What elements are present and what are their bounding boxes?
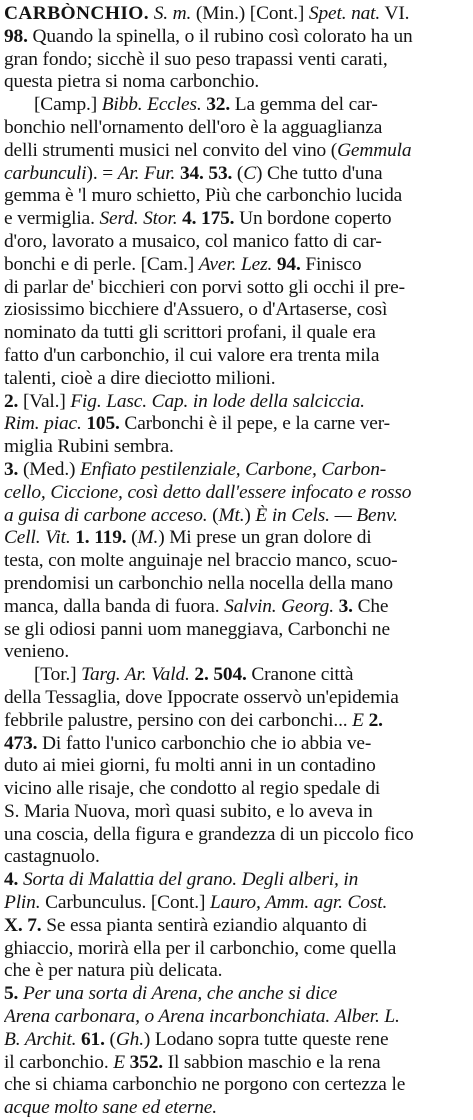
italic-citation: Spet. nat.: [308, 3, 381, 24]
text-line: [4, 140, 467, 163]
dictionary-entry-carbonchio: [4, 3, 467, 1120]
text-run: ) Che tutto d'una: [256, 162, 383, 184]
bold-reference: 1. 119.: [75, 527, 127, 549]
text-line: [4, 778, 467, 801]
italic-citation: C: [243, 162, 257, 184]
text-run: manca, dalla banda di fuora.: [4, 595, 225, 617]
text-line: [4, 915, 467, 938]
text-run: fatto d'un carbonchio, il cui valore era trenta mila: [4, 344, 380, 366]
text-run: castagnuolo.: [4, 846, 100, 868]
text-line: [4, 892, 467, 915]
text-line: [4, 26, 467, 49]
text-run: (: [232, 162, 244, 184]
text-run: delli strumenti musici nel convito del vino (: [4, 139, 338, 161]
italic-citation: B. Archit.: [4, 1028, 77, 1050]
text-line: [4, 231, 467, 254]
text-run: Se essa pianta sentirà eziandio alquanto di: [41, 914, 368, 936]
text-run: ziosissimo bicchiere d'Assuero, o d'Artaserse, così: [4, 299, 388, 321]
text-run: d'oro, lavorato a musaico, col manico fatto di car-: [4, 230, 382, 252]
text-line: [4, 755, 467, 778]
bold-reference: 2.: [368, 709, 383, 731]
text-run: VI.: [380, 3, 410, 24]
text-run: vicino alle risaje, che condotto al regio spedale di: [4, 778, 381, 800]
text-line: [4, 436, 467, 459]
text-run: Quando la spinella, o il rubino così colorato ha un: [27, 25, 413, 47]
text-line: [4, 983, 467, 1006]
text-run: bonchi e di perle. [Cam.]: [4, 253, 199, 275]
italic-citation: che anche si dice: [206, 983, 338, 1005]
text-run: ghiaccio, morirà ella per il carbonchio, come quella: [4, 937, 397, 959]
text-run: ) Lodano sopra tutte queste rene: [143, 1028, 389, 1050]
text-run: nominato da tutti gli scrittori profani, il quale era: [4, 322, 376, 344]
italic-citation: Arena carbonara, o Arena incarbonchiata.: [4, 1006, 331, 1028]
text-line: [4, 824, 467, 847]
italic-citation: Rim. piac.: [4, 413, 82, 435]
italic-citation: Targ. Ar. Vald.: [81, 664, 190, 686]
text-line: [4, 550, 467, 573]
italic-citation: M.: [137, 527, 159, 549]
text-line: [4, 1074, 467, 1097]
text-run: [Val.]: [18, 390, 71, 412]
text-line: [4, 163, 467, 186]
bold-reference: 34. 53.: [179, 162, 233, 184]
text-run: (Min.) [Cont.]: [191, 3, 309, 24]
text-line: [4, 322, 467, 345]
bold-reference: 4.: [4, 869, 19, 891]
text-run: ). =: [86, 162, 118, 184]
text-line: [4, 208, 467, 231]
text-line: [4, 1097, 467, 1120]
text-run: febbrile palustre, persino con dei carbonchi...: [4, 709, 353, 731]
text-run: della Tessaglia, dove Ippocrate osservò un'epidemia: [4, 686, 399, 708]
text-line: [4, 619, 467, 642]
text-run: gran fondo; sicchè il suo peso trapassi venti carati,: [4, 48, 388, 70]
text-run: Finisco: [300, 253, 362, 275]
italic-citation: Mt.: [218, 504, 245, 526]
text-line: [4, 482, 467, 505]
italic-citation: Per una sorta di Arena,: [22, 983, 203, 1005]
italic-citation: E: [113, 1051, 125, 1073]
text-run: che è per natura più delicata.: [4, 960, 223, 982]
bold-reference: 2.: [4, 390, 19, 412]
italic-citation: Serd. Stor.: [99, 208, 178, 230]
italic-citation: Gemmula: [337, 139, 412, 161]
text-run: S. Maria Nuova, morì quasi subito, e lo aveva in: [4, 800, 373, 822]
italic-citation: cello, Ciccione, così detto dall'essere infocato e rosso: [4, 481, 412, 503]
text-run: (: [126, 527, 138, 549]
text-line: [4, 459, 467, 482]
text-line: [4, 527, 467, 550]
text-line: [4, 596, 467, 619]
text-line: [4, 391, 467, 414]
text-run: venieno.: [4, 641, 70, 663]
text-line: [4, 345, 467, 368]
text-line: [4, 277, 467, 300]
italic-citation: S. m.: [153, 3, 192, 24]
text-run: questa pietra si noma carbonchio.: [4, 71, 260, 93]
text-line: [4, 641, 467, 664]
text-run: Il sabbion maschio e la rena: [162, 1051, 381, 1073]
bold-reference: 94.: [276, 253, 301, 275]
bold-reference: 105.: [86, 413, 120, 435]
italic-citation: Bibb. Eccles.: [101, 94, 202, 116]
text-line: [4, 185, 467, 208]
text-run: Carbonchi è il pepe, e la carne ver-: [119, 413, 390, 435]
bold-reference: 32.: [206, 94, 231, 116]
text-line: [4, 960, 467, 983]
bold-reference: 3.: [338, 595, 353, 617]
bold-reference: 2. 504.: [194, 664, 247, 686]
bold-reference: 352.: [129, 1051, 163, 1073]
text-run: (Med.): [18, 458, 81, 480]
bold-reference: 5.: [4, 983, 19, 1005]
text-run: bonchio nell'ornamento dell'oro è la agguaglianza: [4, 116, 383, 138]
italic-citation: carbunculi: [4, 162, 87, 184]
text-line: [4, 3, 467, 26]
text-run: La gemma del car-: [230, 94, 378, 116]
bold-reference: 3.: [4, 458, 19, 480]
italic-citation: Plin.: [4, 892, 41, 914]
text-line: [4, 846, 467, 869]
text-run: di parlar de' bicchieri con porvi sotto gli occhi il pre-: [4, 276, 405, 298]
text-line: [4, 1052, 467, 1075]
text-run: testa, con molte anguinaje nel braccio manco, scuo-: [4, 550, 398, 572]
text-run: [Tor.]: [34, 664, 82, 686]
text-run: se gli odiosi panni uom maneggiava, Carbonchi ne: [4, 618, 390, 640]
text-line: [4, 938, 467, 961]
italic-citation: acque molto sane ed eterne.: [4, 1097, 217, 1119]
text-line: [4, 733, 467, 756]
text-run: (: [207, 504, 219, 526]
italic-citation: Cell. Vit.: [4, 527, 71, 549]
text-line: [4, 869, 467, 892]
italic-citation: Aver. Lez.: [198, 253, 273, 275]
italic-citation: Alber. L.: [334, 1006, 400, 1028]
text-line: [4, 368, 467, 391]
text-run: Un bordone coperto: [234, 208, 392, 230]
italic-citation: Gh.: [115, 1028, 144, 1050]
text-line: [4, 505, 467, 528]
bold-reference: X. 7.: [4, 914, 42, 936]
bold-reference: 98.: [4, 25, 28, 47]
text-run: (: [104, 1028, 116, 1050]
text-run: duto ai miei giorni, fu molti anni in un contadino: [4, 755, 376, 777]
text-run: talenti, cioè a dire dieciotto milioni.: [4, 367, 276, 389]
text-run: miglia Rubini sembra.: [4, 436, 174, 458]
text-line: [4, 413, 467, 436]
bold-reference: 4. 175.: [182, 208, 235, 230]
italic-citation: E: [352, 709, 364, 731]
italic-citation: È in Cels. — Benv.: [255, 504, 398, 526]
text-run: Che: [352, 595, 389, 617]
italic-citation: Fig. Lasc. Cap. in lode della salciccia.: [70, 390, 365, 412]
italic-citation: Lauro, Amm. agr. Cost.: [210, 892, 388, 914]
text-run: Di fatto l'unico carbonchio che io abbia ve-: [37, 732, 372, 754]
bold-reference: 473.: [4, 732, 38, 754]
text-run: che si chiama carbonchio ne porgono con certezza le: [4, 1074, 406, 1096]
text-run: [Camp.]: [34, 94, 102, 116]
text-line: [4, 117, 467, 140]
italic-citation: Ar. Fur.: [117, 162, 176, 184]
text-run: e vermiglia.: [4, 208, 100, 230]
italic-citation: Enfiato pestilenziale, Carbone, Carbon-: [80, 458, 387, 480]
text-line: [4, 710, 467, 733]
text-run: gemma è 'l muro schietto, Più che carbonchio lucida: [4, 185, 403, 207]
text-line: [4, 1029, 467, 1052]
text-line: [4, 1006, 467, 1029]
text-run: Carbunculus. [Cont.]: [40, 892, 210, 914]
italic-citation: a guisa di carbone acceso.: [4, 504, 208, 526]
text-line: [4, 801, 467, 824]
text-run: Cranone città: [246, 664, 354, 686]
italic-citation: Sorta di Malattia del grano. Degli alberi, in: [22, 869, 359, 891]
text-run: una coscia, della figura e grandezza di un piccolo fico: [4, 823, 414, 845]
text-run: il carbonchio.: [4, 1051, 114, 1073]
text-run: ): [244, 504, 256, 526]
italic-citation: Salvin. Georg.: [224, 595, 334, 617]
text-line: [4, 49, 467, 72]
headword: CARBÒNCHIO.: [4, 3, 149, 24]
text-line: [4, 94, 467, 117]
text-line: [4, 573, 467, 596]
text-line: [4, 687, 467, 710]
text-line: [4, 299, 467, 322]
text-line: [4, 664, 467, 687]
bold-reference: 61.: [81, 1028, 105, 1050]
text-line: [4, 254, 467, 277]
text-run: ) Mi prese un gran dolore di: [158, 527, 372, 549]
text-run: prendomisi un carbonchio nella nocella della mano: [4, 572, 393, 594]
text-line: [4, 71, 467, 94]
